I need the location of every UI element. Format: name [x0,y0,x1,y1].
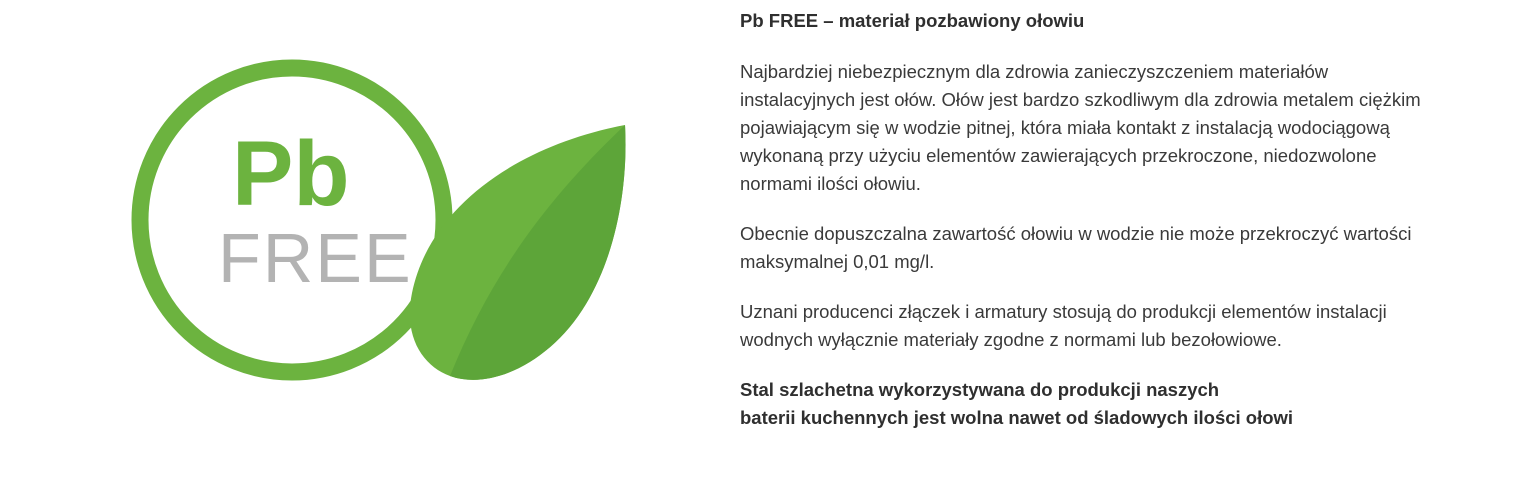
page-title: Pb FREE – materiał pozbawiony ołowiu [740,10,1085,31]
text-pane [740,0,1522,432]
closing-line-1: Stal szlachetna wykorzystywana do produkcji naszych [740,379,1220,400]
paragraph-limit: Obecnie dopuszczalna zawartość ołowiu w wodzie nie może przekroczyć wartości maksymalnej 0,01 mg/l. [740,223,1412,272]
paragraph-producers: Uznani producenci złączek i armatury stosują do produkcji elementów instalacji wodnych wyłącznie materiały zgodne z normami lub bezołowiowe. [740,301,1387,350]
closing-statement [740,376,1440,432]
paragraph-lead: Najbardziej niebezpiecznym dla zdrowia zanieczyszczeniem materiałów instalacyjnych jest ołów. Ołów jest bardzo szkodliwym dla zdrowia metalem ciężkim pojawiającym się w wodzie pitnej, która miała kontakt z instalacją wodociągową wykonaną przy użyciu elementów zawierających przekroczone, niedozwolone normami ilości ołowiu. [740,61,1421,194]
logo-pane [0,0,740,482]
logo-pb-text: Pb [232,123,350,225]
closing-line-2: baterii kuchennych jest wolna nawet od śladowych ilości ołowi [740,407,1294,428]
pb-free-logo [120,10,660,430]
logo-free-text: FREE [218,219,413,297]
